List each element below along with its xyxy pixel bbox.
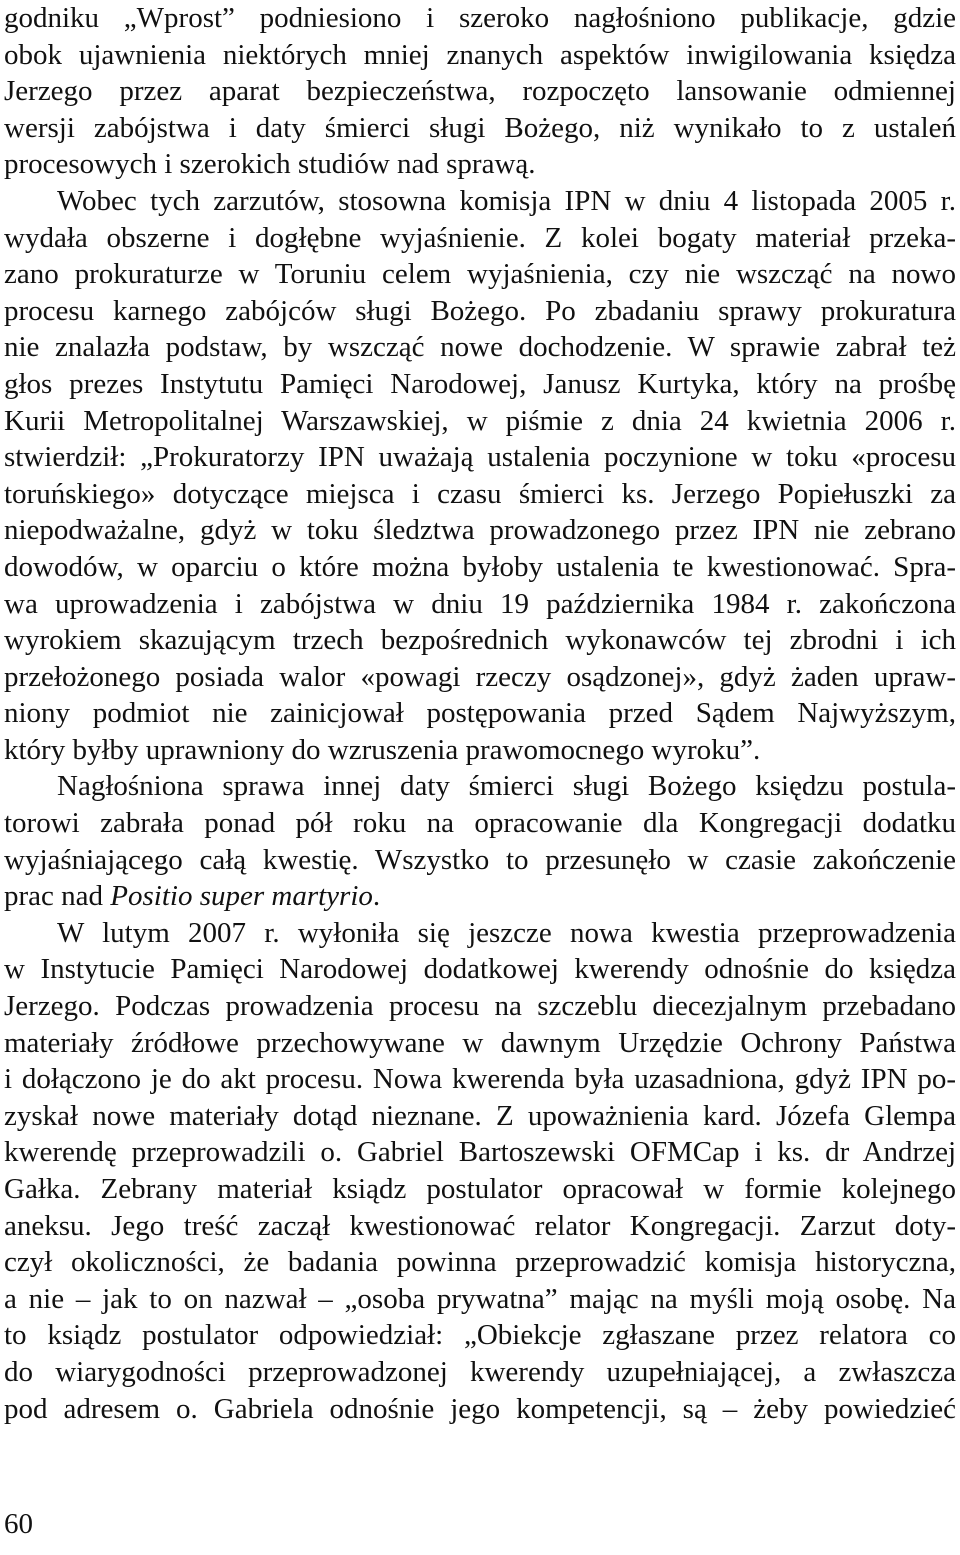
- text-line: pod adresem o. Gabriela odnośnie jego kompetencji, są – żeby powiedzieć: [4, 1392, 956, 1425]
- text-line: stwierdził: „Prokuratorzy IPN uważają ustalenia poczynione w toku «procesu: [4, 441, 956, 474]
- text-line: torowi zabrała ponad pół roku na opracowanie dla Kongregacji dodatku: [4, 807, 956, 840]
- text-line: zyskał nowe materiały dotąd nieznane. Z upoważnienia kard. Józefa Glempa: [4, 1099, 956, 1132]
- text-line: [4, 878, 956, 915]
- text-line: wyrokiem skazującym trzech bezpośrednich wykonawców tej zbrodni i ich: [4, 624, 956, 657]
- text-line: wyjaśniającego całą kwestię. Wszystko to przesunęło w czasie zakończenie: [4, 843, 956, 876]
- text-line: kwerendę przeprowadzili o. Gabriel Bartoszewski OFMCap i ks. dr Andrzej: [4, 1136, 956, 1169]
- text-line: i dołączono je do akt procesu. Nowa kwerenda była uzasadniona, gdyż IPN po-: [4, 1063, 956, 1096]
- text-line: to ksiądz postulator odpowiedział: „Obiekcje zgłaszane przez relatora co: [4, 1319, 956, 1352]
- text-line: Jerzego. Podczas prowadzenia procesu na szczeblu diecezjalnym przebadano: [4, 990, 956, 1023]
- text-line-end: .: [372, 880, 381, 913]
- text-line: do wiarygodności przeprowadzonej kwerendy uzupełniającej, a zwłaszcza: [4, 1355, 956, 1388]
- text-line: zano prokuraturze w Toruniu celem wyjaśnienia, czy nie wszcząć na nowo: [4, 258, 956, 291]
- text-line: nie znalazła podstaw, by wszcząć nowe dochodzenie. W sprawie zabrał też: [4, 331, 956, 364]
- text-line: wersji zabójstwa i daty śmierci sługi Bożego, niż wynikało to z ustaleń: [4, 111, 956, 144]
- text-line: materiały źródłowe przechowywane w dawnym Urzędzie Ochrony Państwa: [4, 1026, 956, 1059]
- page-number: 60: [4, 1508, 33, 1540]
- text-line: dowodów, w oparciu o które można byłoby ustalenia te kwestionować. Spra-: [4, 550, 956, 583]
- text-line: Kurii Metropolitalnej Warszawskiej, w piśmie z dnia 24 kwietnia 2006 r.: [4, 404, 956, 437]
- italic-title: Positio super martyrio: [110, 880, 373, 913]
- text-line: procesu karnego zabójców sługi Bożego. Po zbadaniu sprawy prokuratura: [4, 294, 956, 327]
- text-line: który byłby uprawniony do wzruszenia prawomocnego wyroku”.: [4, 733, 761, 766]
- book-page-text: [4, 0, 956, 1427]
- text-line: procesowych i szerokich studiów nad sprawą.: [4, 148, 536, 181]
- text-line: toruńskiego» dotyczące miejsca i czasu śmierci ks. Jerzego Popiełuszki za: [4, 477, 956, 510]
- text-line: niony podmiot nie zainicjował postępowania przed Sądem Najwyższym,: [4, 697, 956, 730]
- text-line: obok ujawnienia niektórych mniej znanych aspektów inwigilowania księdza: [4, 38, 956, 71]
- text-line: aneksu. Jego treść zaczął kwestionować relator Kongregacji. Zarzut doty-: [4, 1209, 956, 1242]
- text-line: Nagłośniona sprawa innej daty śmierci sługi Bożego księdzu postula-: [57, 770, 956, 803]
- text-line: Gałka. Zebrany materiał ksiądz postulator opracował w formie kolejnego: [4, 1173, 956, 1205]
- text-line: W lutym 2007 r. wyłoniła się jeszcze nowa kwestia przeprowadzenia: [57, 916, 956, 949]
- text-line: głos prezes Instytutu Pamięci Narodowej, Janusz Kurtyka, który na prośbę: [4, 367, 956, 400]
- text-line: Wobec tych zarzutów, stosowna komisja IPN w dniu 4 listopada 2005 r.: [57, 184, 956, 217]
- text-line-start: prac nad: [4, 880, 111, 913]
- text-line: czył okoliczności, że badania powinna przeprowadzić komisja historyczna,: [4, 1246, 956, 1279]
- text-line: w Instytucie Pamięci Narodowej dodatkowej kwerendy odnośnie do księdza: [4, 953, 956, 986]
- text-line: a nie – jak to on nazwał – „osoba prywatna” mając na myśli moją osobę. Na: [4, 1282, 956, 1315]
- text-line: niepodważalne, gdyż w toku śledztwa prowadzonego przez IPN nie zebrano: [4, 514, 956, 547]
- text-line: godniku „Wprost” podniesiono i szeroko nagłośniono publikacje, gdzie: [4, 2, 956, 34]
- text-line: przełożonego posiada walor «powagi rzeczy osądzonej», gdyż żaden upraw-: [4, 660, 956, 693]
- text-line: wydała obszerne i dogłębne wyjaśnienie. Z kolei bogaty materiał przeka-: [4, 221, 956, 254]
- text-line: Jerzego przez aparat bezpieczeństwa, rozpoczęto lansowanie odmiennej: [4, 75, 956, 108]
- text-line: wa uprowadzenia i zabójstwa w dniu 19 października 1984 r. zakończona: [4, 587, 956, 620]
